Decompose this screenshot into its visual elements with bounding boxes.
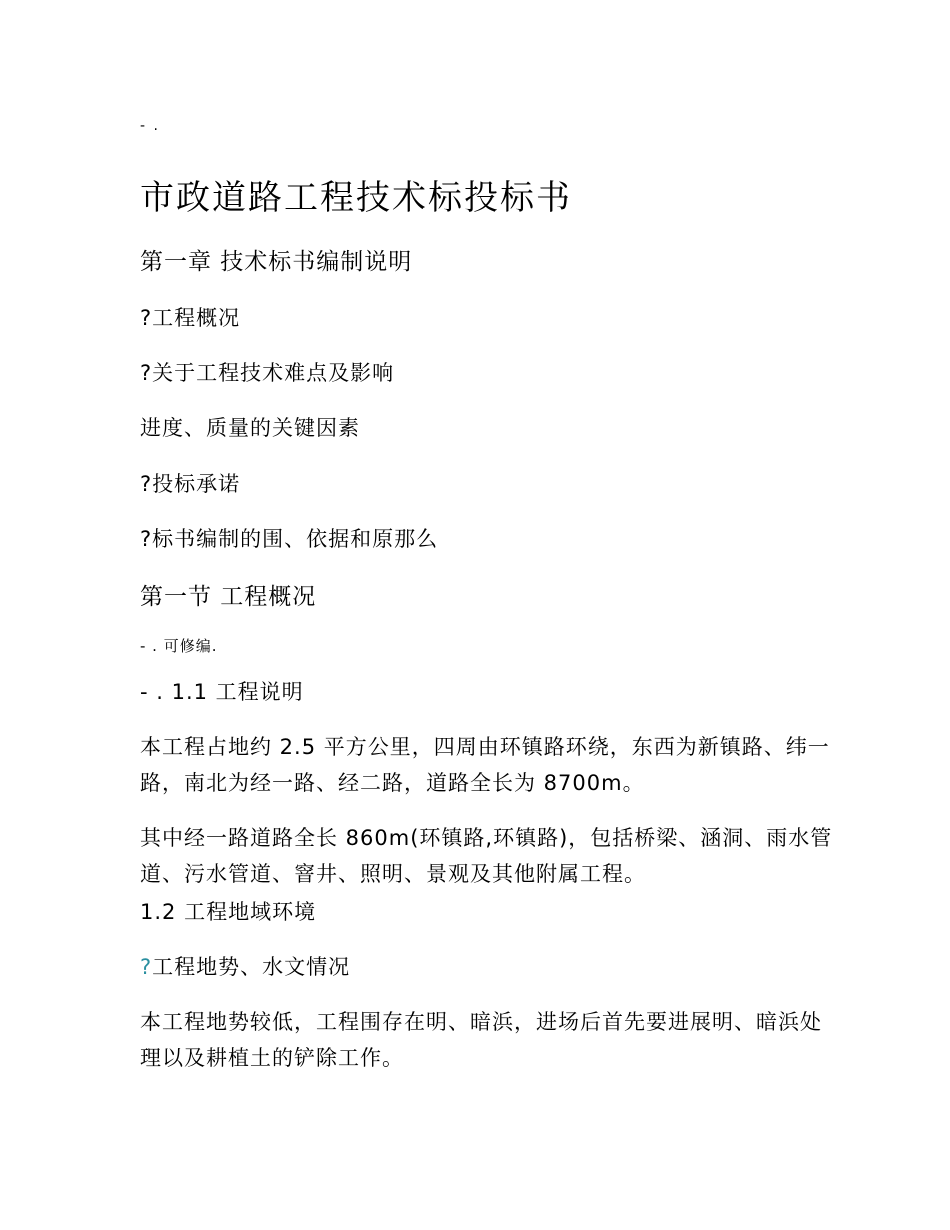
toc-item-project-overview: ?工程概况 <box>140 306 241 330</box>
page-header-mark: - . <box>140 118 160 134</box>
paragraph-terrain: 本工程地势较低，工程围存在明、暗浜，进场后首先要进展明、暗浜处理以及耕植土的铲除工作。 <box>140 1010 822 1070</box>
chapter-heading: 第一章 技术标书编制说明 <box>140 249 413 275</box>
toc-item-scope-basis-principles: ?标书编制的围、依据和原那么 <box>140 527 439 551</box>
toc-item-key-factors: 进度、质量的关键因素 <box>140 416 360 440</box>
paragraph-road-components: 其中经一路道路全长 860m(环镇路,环镇路)，包括桥梁、涵洞、雨水管道、污水管道、窨井、照明、景观及其他附属工程。 <box>140 826 833 886</box>
bullet-terrain-hydrology <box>140 951 350 981</box>
toc-item-bid-commitment: ?投标承诺 <box>140 472 241 496</box>
document-title: 市政道路工程技术标投标书 <box>140 178 572 218</box>
editable-watermark: - . 可修编. <box>140 637 218 655</box>
bullet-text: 工程地势、水文情况 <box>152 955 351 979</box>
toc-item-technical-difficulties: ?关于工程技术难点及影响 <box>140 361 395 385</box>
section-heading: 第一节 工程概况 <box>140 584 317 610</box>
subsection-heading-1-2: 1.2 工程地域环境 <box>140 900 317 924</box>
paragraph-project-area: 本工程占地约 2.5 平方公里，四周由环镇路环绕，东西为新镇路、纬一路，南北为经一路、经二路，道路全长为 8700m。 <box>140 735 830 795</box>
subsection-heading-1-1: - . 1.1 工程说明 <box>140 680 304 704</box>
bullet-marker: ? <box>140 955 153 979</box>
